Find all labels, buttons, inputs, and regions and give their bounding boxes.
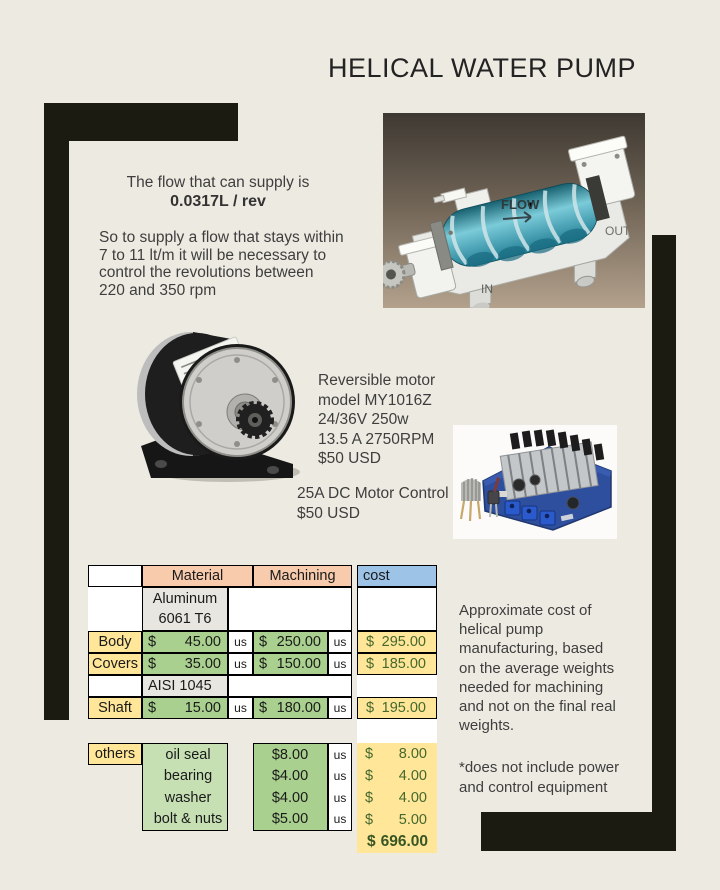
helical-pump-render (383, 113, 645, 308)
covers-total-cost: $ 185.00 (357, 653, 437, 675)
other-item: oil seal (165, 746, 211, 763)
shaft-total-cost: $ 195.00 (357, 697, 437, 719)
motor-render (133, 318, 309, 486)
cost-note-line: helical pump (459, 621, 544, 639)
motor-note-line: $50 USD (318, 450, 381, 467)
flow-note-value: 0.0317L / rev (170, 193, 266, 210)
unit-cell: us (228, 653, 253, 675)
table-cell-empty (228, 587, 352, 631)
flow-body-line: 7 to 11 lt/m it will be necessary to (99, 246, 327, 264)
column-header-cost: cost (357, 565, 437, 587)
others-machining-costs: $ 8.00 $ 4.00 $ 4.00 $ 5.00 (253, 743, 328, 831)
table-cell-empty (228, 675, 352, 697)
pump-in-label: IN (481, 282, 493, 296)
body-material-cost: $ 45.00 (142, 631, 228, 653)
table-cell-empty (88, 587, 142, 631)
material-name-aisi: AISI 1045 (142, 675, 228, 697)
motor-note-line: 13.5 A 2750RPM (318, 430, 435, 448)
flow-note-body (99, 229, 359, 299)
decor-bar-left (44, 103, 69, 720)
motor-note-line: 24/36V 250w (318, 411, 409, 428)
unit-cell: us (228, 631, 253, 653)
flow-body-line: control the revolutions between (99, 264, 314, 282)
page-title: HELICAL WATER PUMP (328, 53, 637, 83)
cost-table (88, 565, 437, 853)
others-unit-cells: us us us us (328, 743, 352, 831)
flow-note (98, 173, 338, 211)
motor-note-line: Reversible motor (318, 372, 436, 389)
table-cell-empty (357, 719, 437, 743)
unit-cell: us (328, 631, 352, 653)
unit-cell: us (228, 697, 253, 719)
flow-body-line: 220 and 350 rpm (99, 281, 217, 299)
row-label-covers: Covers (88, 653, 142, 675)
other-item: bolt & nuts (153, 811, 223, 828)
grand-total: $ 696.00 (366, 833, 428, 850)
table-cell-empty (88, 675, 142, 697)
shaft-machining-cost: $ 180.00 (253, 697, 328, 719)
flow-body-line: So to supply a flow that stays within (99, 229, 344, 246)
row-label-shaft: Shaft (88, 697, 142, 719)
motor-note-line: model MY1016Z (318, 391, 432, 409)
cost-note-footnote: and control equipment (459, 778, 608, 796)
pump-flow-label: FLOW (501, 197, 540, 212)
material-name-aluminum: Aluminum 6061 T6 (142, 587, 228, 631)
covers-material-cost: $ 35.00 (142, 653, 228, 675)
cost-note (459, 601, 649, 797)
table-cell-empty (88, 565, 142, 587)
cost-note-line: needed for machining (459, 678, 604, 696)
cost-note-line: on the average weights (459, 659, 615, 677)
pump-out-label: OUT (605, 224, 631, 238)
body-total-cost: $ 295.00 (357, 631, 437, 653)
controller-board-render (453, 425, 617, 539)
cost-note-line: and not on the final real (459, 698, 616, 716)
table-cell-empty (357, 587, 437, 631)
decor-bar-top-left (44, 103, 238, 141)
others-items (142, 743, 228, 831)
cost-note-line: Approximate cost of (459, 602, 592, 619)
unit-cell: us (328, 697, 352, 719)
cost-note-line: manufacturing, based (459, 640, 604, 658)
others-total-costs: $ 8.00 $ 4.00 $ 4.00 $ 5.00 $ 696.00 (357, 743, 437, 853)
other-item: bearing (163, 768, 213, 785)
other-item: washer (164, 789, 212, 806)
flow-note-intro: The flow that can supply is (126, 174, 310, 191)
motor-note (318, 371, 435, 469)
cost-note-footnote: *does not include power (459, 759, 620, 777)
decor-bar-right (652, 235, 676, 851)
column-header-machining: Machining (253, 565, 352, 587)
unit-cell: us (328, 653, 352, 675)
controller-note (297, 484, 449, 524)
row-label-others: others (88, 743, 142, 765)
controller-note-line: $50 USD (297, 505, 360, 522)
shaft-material-cost: $ 15.00 (142, 697, 228, 719)
cost-note-line: weights. (459, 717, 515, 735)
decor-bar-bottom-right (481, 812, 676, 851)
covers-machining-cost: $ 150.00 (253, 653, 328, 675)
body-machining-cost: $ 250.00 (253, 631, 328, 653)
row-label-body: Body (88, 631, 142, 653)
controller-note-line: 25A DC Motor Control (297, 485, 449, 502)
table-cell-empty (357, 675, 437, 697)
column-header-material: Material (142, 565, 253, 587)
